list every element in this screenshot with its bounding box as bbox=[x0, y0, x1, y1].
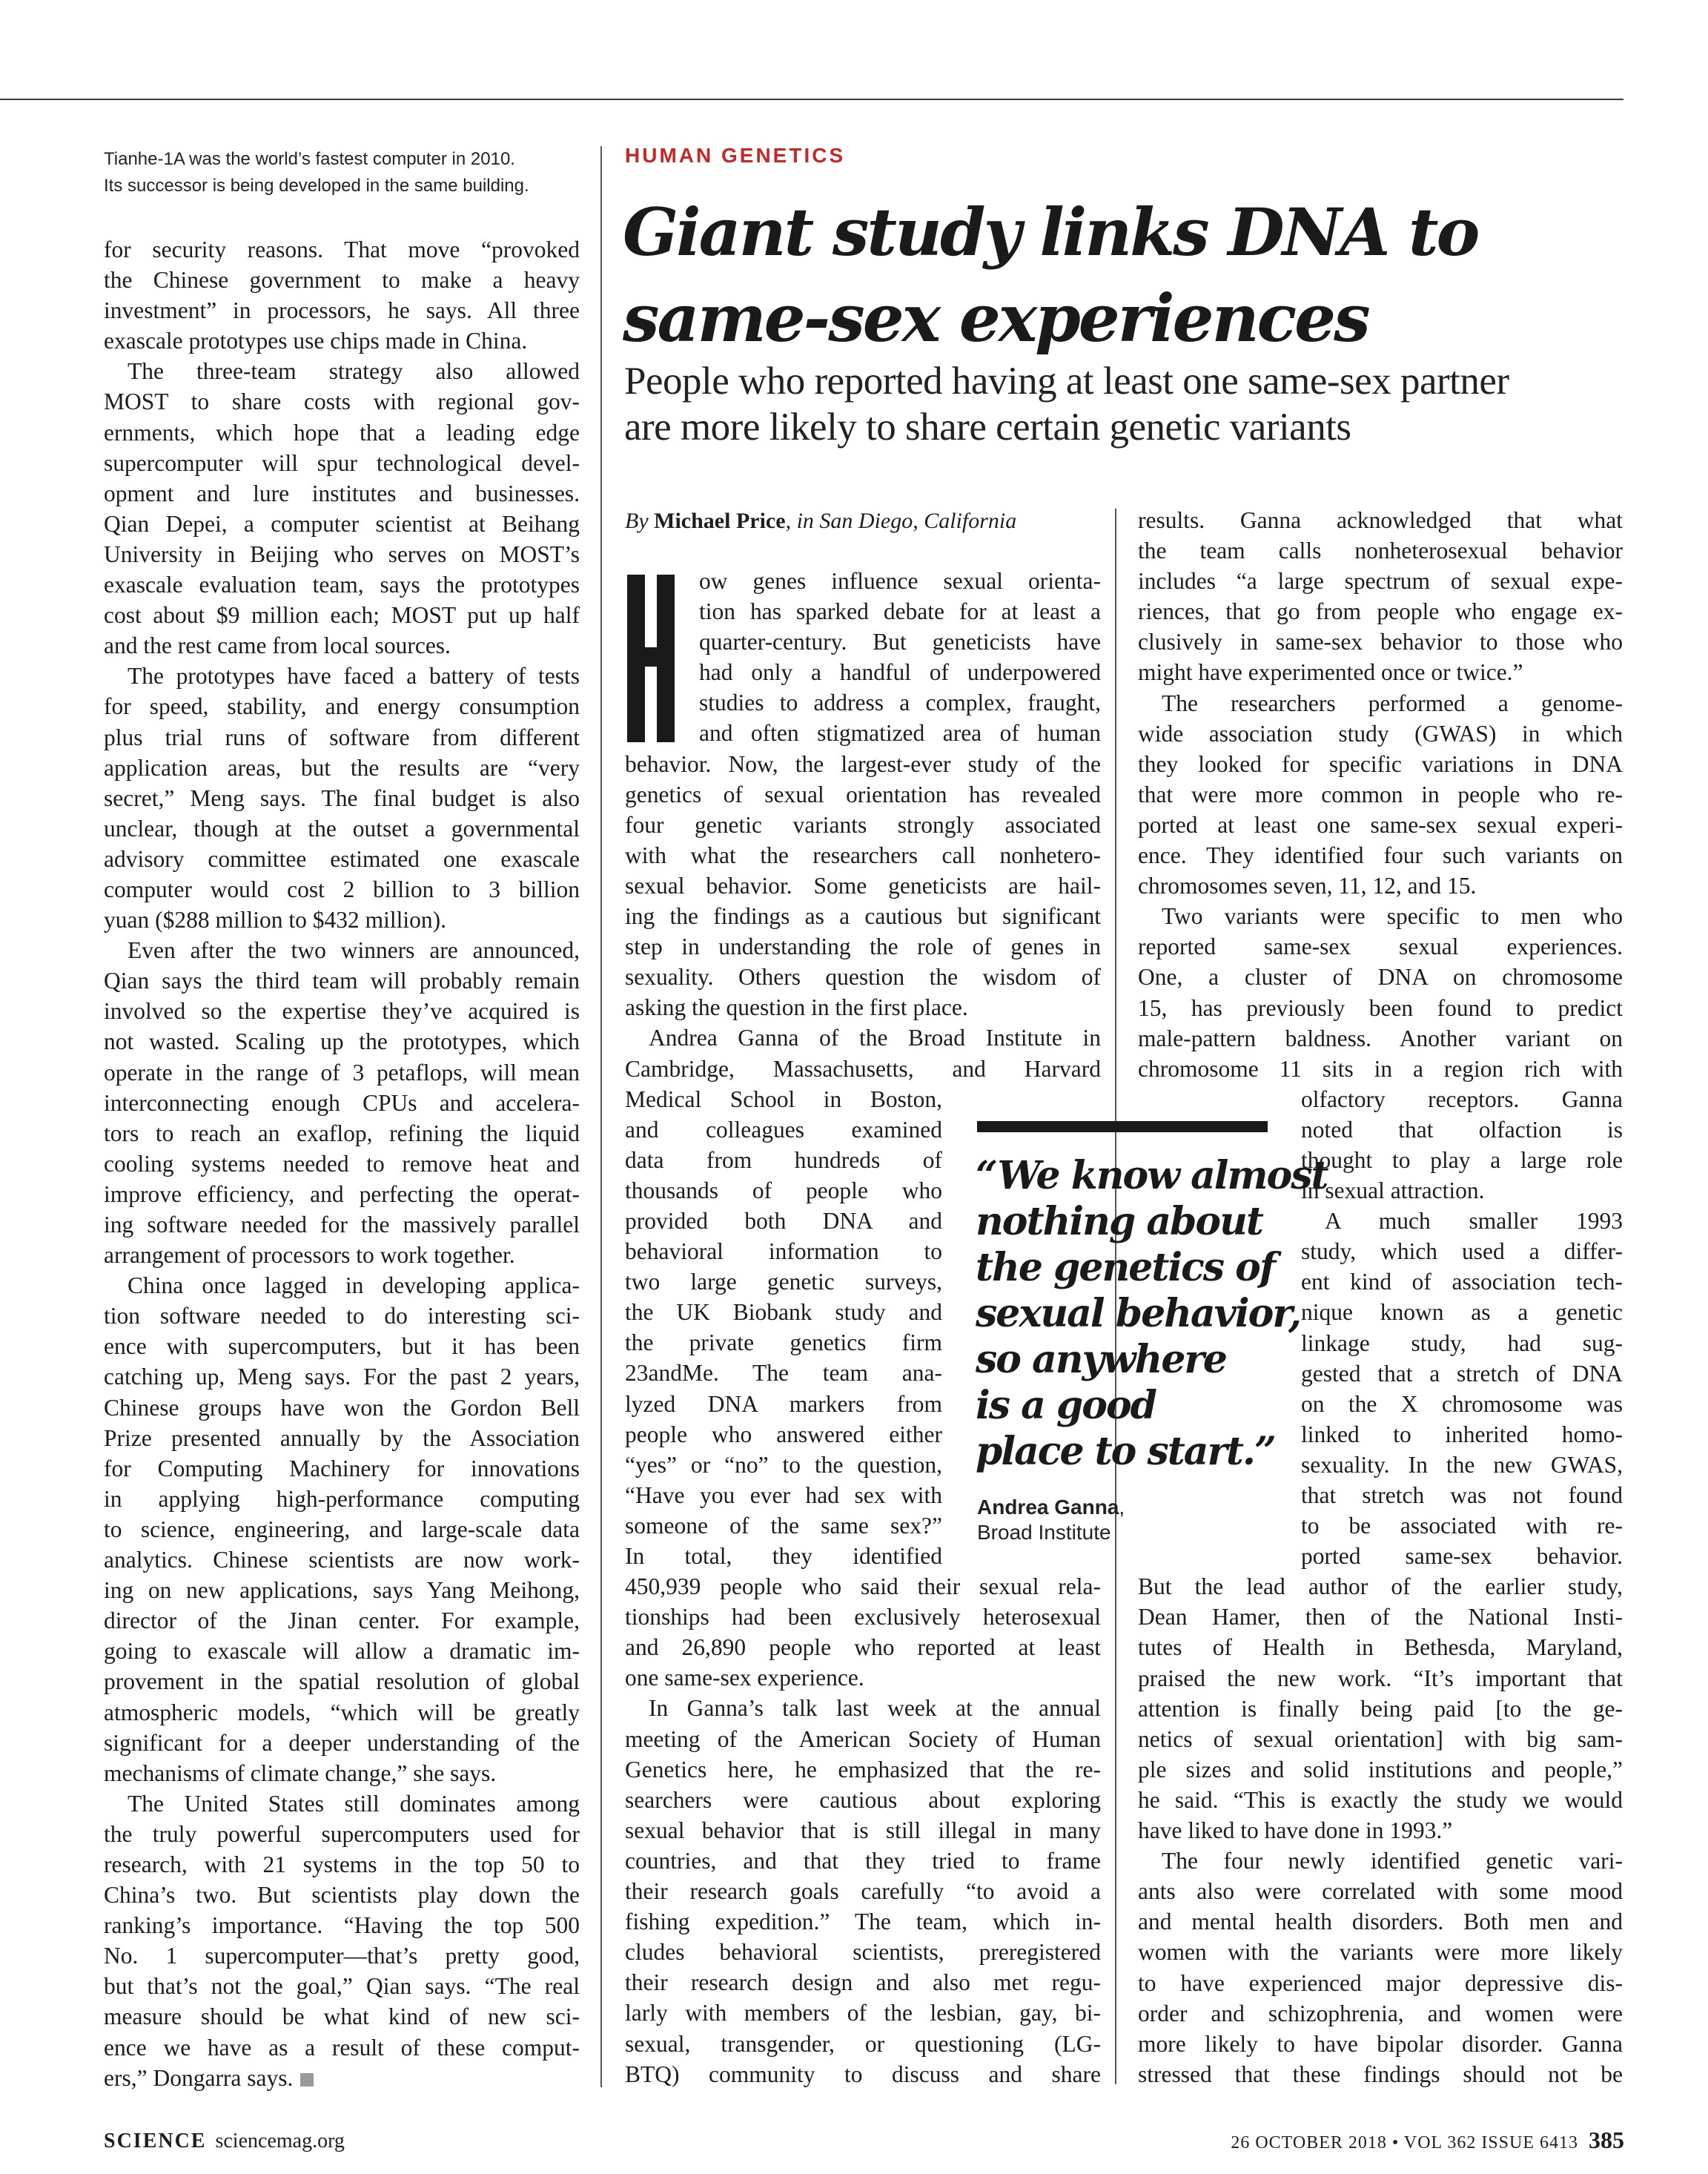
text-line: ers,” Dongarra says. bbox=[104, 2063, 580, 2093]
text-line: the Chinese government to make a heavy bbox=[104, 267, 580, 294]
text-line: they looked for specific variations in DNA bbox=[1138, 750, 1623, 777]
text-line: ants also were correlated with some mood bbox=[1138, 1878, 1623, 1905]
text-line: linkage study, had sug- bbox=[1301, 1329, 1623, 1356]
caption-line: Tianhe-1A was the world’s fastest computer in 2010. bbox=[104, 149, 515, 169]
text-line: Genetics here, he emphasized that the re- bbox=[625, 1756, 1101, 1783]
end-mark bbox=[300, 2073, 314, 2087]
text-line: MOST to share costs with regional gov- bbox=[104, 389, 580, 415]
text-line: with what the researchers call nonhetero- bbox=[625, 842, 1101, 868]
text-line: that were more common in people who re- bbox=[1138, 781, 1623, 807]
text-line: Qian says the third team will probably remain bbox=[104, 968, 580, 994]
text-line: operate in the range of 3 petaflops, will mean bbox=[104, 1059, 580, 1086]
text-line: cooling systems needed to remove heat and bbox=[104, 1150, 580, 1177]
text-line: behavior. Now, the largest-ever study of the bbox=[625, 750, 1101, 777]
text-line: involved so the expertise they’ve acquired is bbox=[104, 998, 580, 1025]
text-line: and mental health disorders. Both men and bbox=[1138, 1909, 1623, 1935]
text-line: Dean Hamer, then of the National Insti- bbox=[1138, 1604, 1623, 1630]
text-line: The four newly identified genetic vari- bbox=[1162, 1848, 1623, 1874]
text-line: The United States still dominates among bbox=[128, 1790, 580, 1817]
text-line: fishing expedition.” The team, which in- bbox=[625, 1909, 1101, 1935]
text-line: searchers were cautious about exploring bbox=[625, 1786, 1101, 1813]
text-line: to have experienced major depressive dis- bbox=[1138, 1969, 1623, 1996]
pull-quote-line: sexual behavior, bbox=[976, 1291, 1301, 1336]
text-line: includes “a large spectrum of sexual expe- bbox=[1138, 568, 1623, 595]
text-line: people who answered either bbox=[625, 1421, 942, 1447]
text-line: In Ganna’s talk last week at the annual bbox=[649, 1695, 1101, 1722]
text-line: and often stigmatized area of human bbox=[699, 720, 1101, 747]
text-line: gested that a stretch of DNA bbox=[1301, 1360, 1623, 1387]
text-line: plus trial runs of software from different bbox=[104, 724, 580, 750]
caption-line: Its successor is being developed in the same building. bbox=[104, 176, 529, 196]
text-line: ing software needed for the massively parallel bbox=[104, 1212, 580, 1238]
text-line: sexuality. In the new GWAS, bbox=[1301, 1451, 1623, 1478]
pull-quote-line: so anywhere bbox=[976, 1337, 1226, 1382]
text-line: reported same-sex sexual experiences. bbox=[1138, 934, 1623, 960]
text-line: nique known as a genetic bbox=[1301, 1299, 1623, 1326]
section-kicker: HUMAN GENETICS bbox=[625, 144, 846, 167]
text-line: BTQ) community to discuss and share bbox=[625, 2061, 1101, 2087]
text-line: in sexual attraction. bbox=[1301, 1177, 1485, 1204]
text-line: The three-team strategy also allowed bbox=[128, 358, 580, 385]
article-headline bbox=[623, 189, 1477, 361]
text-line: study, which used a differ- bbox=[1301, 1238, 1623, 1265]
text-line: Even after the two winners are announced, bbox=[128, 937, 580, 964]
text-line: genetics of sexual orientation has revealed bbox=[625, 781, 1101, 807]
text-line: Chinese groups have won the Gordon Bell bbox=[104, 1394, 580, 1421]
text-line: olfactory receptors. Ganna bbox=[1301, 1086, 1623, 1112]
text-line: the private genetics firm bbox=[625, 1329, 942, 1356]
byline-author: Michael Price bbox=[654, 509, 786, 533]
text-line: stressed that these findings should not be bbox=[1138, 2061, 1623, 2087]
text-line: One, a cluster of DNA on chromosome bbox=[1138, 964, 1623, 991]
text-line: studies to address a complex, fraught, bbox=[699, 690, 1101, 716]
text-line: for speed, stability, and energy consumption bbox=[104, 693, 580, 720]
text-line: investment” in processors, he says. All three bbox=[104, 297, 580, 324]
text-line: chromosomes seven, 11, 12, and 15. bbox=[1138, 873, 1477, 899]
footer-site: sciencemag.org bbox=[215, 2130, 345, 2152]
text-line: women with the variants were more likely bbox=[1138, 1939, 1623, 1966]
text-line: for security reasons. That move “provoked bbox=[104, 237, 580, 262]
text-line: data from hundreds of bbox=[625, 1146, 942, 1173]
text-line: application areas, but the results are “very bbox=[104, 754, 580, 781]
text-line: tutes of Health in Bethesda, Maryland, bbox=[1138, 1634, 1623, 1661]
text-line: research, with 21 systems in the top 50 to bbox=[104, 1851, 580, 1877]
text-line: and 26,890 people who reported at least bbox=[625, 1634, 1101, 1661]
text-line: that stretch was not found bbox=[1301, 1482, 1623, 1508]
text-line: ing the findings as a cautious but significant bbox=[625, 903, 1101, 930]
text-line: computer would cost 2 billion to 3 billion bbox=[104, 876, 580, 902]
text-line: A much smaller 1993 bbox=[1325, 1208, 1623, 1235]
footer-journal-name: SCIENCE bbox=[104, 2130, 207, 2152]
text-line: quarter-century. But geneticists have bbox=[699, 629, 1101, 655]
text-line: ranking’s importance. “Having the top 500 bbox=[104, 1912, 580, 1939]
text-line: But the lead author of the earlier study, bbox=[1138, 1573, 1623, 1600]
text-line: ence we have as a result of these comput- bbox=[104, 2034, 580, 2061]
text-line: results. Ganna acknowledged that what bbox=[1138, 507, 1623, 533]
text-line: significant for a deeper understanding of the bbox=[104, 1729, 580, 1756]
text-line: chromosome 11 sits in a region rich with bbox=[1138, 1055, 1623, 1082]
text-line: cost about $9 million each; MOST put up half bbox=[104, 602, 580, 629]
pull-quote-affiliation: Broad Institute bbox=[977, 1521, 1111, 1544]
text-line: their research design and also met regu- bbox=[625, 1969, 1101, 1996]
text-line: order and schizophrenia, and women were bbox=[1138, 2000, 1623, 2026]
text-line: ow genes influence sexual orienta- bbox=[699, 568, 1101, 594]
footer-issue-text: 26 OCTOBER 2018 • VOL 362 ISSUE 6413 bbox=[1231, 2133, 1578, 2152]
text-line: The researchers performed a genome- bbox=[1162, 690, 1623, 716]
text-line: ent kind of association tech- bbox=[1301, 1269, 1623, 1295]
text-line: the team calls nonheterosexual behavior bbox=[1138, 538, 1623, 564]
text-line: meeting of the American Society of Human bbox=[625, 1725, 1101, 1752]
text-line: exascale evaluation team, says the prototypes bbox=[104, 572, 580, 598]
text-line: China once lagged in developing applica- bbox=[128, 1272, 580, 1299]
text-line: have liked to have done in 1993.” bbox=[1138, 1817, 1453, 1844]
text-line: thought to play a large role bbox=[1301, 1146, 1623, 1173]
byline-location: , in San Diego, California bbox=[785, 509, 1017, 533]
text-line: “Have you ever had sex with bbox=[625, 1481, 942, 1508]
text-line: on the X chromosome was bbox=[1301, 1390, 1623, 1417]
text-line: someone of the same sex?” bbox=[625, 1512, 942, 1539]
text-line: four genetic variants strongly associated bbox=[625, 811, 1101, 838]
pull-quote-name: Andrea Ganna bbox=[977, 1496, 1119, 1519]
text-line: supercomputer will spur technological devel- bbox=[104, 449, 580, 476]
top-rule bbox=[0, 99, 1623, 100]
text-line: sexuality. Others question the wisdom of bbox=[625, 964, 1101, 991]
text-line: ing on new applications, says Yang Meihong, bbox=[104, 1577, 580, 1604]
text-line: countries, and that they tried to frame bbox=[625, 1847, 1101, 1874]
pull-quote-line: the genetics of bbox=[976, 1245, 1275, 1290]
text-line: exascale prototypes use chips made in China. bbox=[104, 328, 528, 354]
text-line: provement in the spatial resolution of global bbox=[104, 1668, 580, 1695]
text-line: not wasted. Scaling up the prototypes, which bbox=[104, 1028, 580, 1055]
text-line: improve efficiency, and perfecting the operat- bbox=[104, 1180, 580, 1207]
pull-quote-line: is a good bbox=[976, 1383, 1156, 1428]
text-line: China’s two. But scientists play down the bbox=[104, 1882, 580, 1909]
text-line: analytics. Chinese scientists are now work- bbox=[104, 1547, 580, 1573]
text-line: opment and lure institutes and businesses. bbox=[104, 480, 580, 506]
page-number: 385 bbox=[1589, 2127, 1624, 2153]
footer-issue bbox=[1162, 2127, 1624, 2154]
photo-caption bbox=[104, 146, 586, 199]
text-line: mechanisms of climate change,” she says. bbox=[104, 1760, 497, 1786]
text-line: 450,939 people who said their sexual rela- bbox=[625, 1573, 1101, 1600]
text-line: provided both DNA and bbox=[625, 1207, 942, 1234]
text-line: tors to reach an exaflop, refining the liquid bbox=[104, 1120, 580, 1146]
text-line: but that’s not the goal,” Qian says. “The real bbox=[104, 1973, 580, 2000]
text-line: In total, they identified bbox=[625, 1543, 942, 1569]
text-line: asking the question in the first place. bbox=[625, 994, 968, 1021]
text-line: ported same-sex behavior. bbox=[1301, 1543, 1623, 1570]
text-line: sexual behavior that is still illegal in many bbox=[625, 1817, 1101, 1843]
byline bbox=[625, 509, 1016, 534]
text-line: their research goals carefully “to avoid a bbox=[625, 1878, 1101, 1905]
headline-line: Giant study links DNA to bbox=[623, 194, 1478, 271]
text-line: No. 1 supercomputer—that’s pretty good, bbox=[104, 1943, 580, 1969]
text-line: had only a handful of underpowered bbox=[699, 659, 1101, 686]
text-line: atmospheric models, “which will be greatly bbox=[104, 1699, 580, 1725]
text-line: catching up, Meng says. For the past 2 years, bbox=[104, 1364, 580, 1390]
pull-quote-line: nothing about bbox=[976, 1199, 1262, 1244]
headline-line: same-sex experiences bbox=[623, 280, 1368, 357]
text-line: The prototypes have faced a battery of tests bbox=[128, 663, 580, 690]
text-line: for Computing Machinery for innovations bbox=[104, 1455, 580, 1481]
text-line: and the rest came from local sources. bbox=[104, 632, 451, 659]
text-line: sexual behavior. Some geneticists are hail- bbox=[625, 872, 1101, 899]
text-line: attention is finally being paid [to the ge- bbox=[1138, 1695, 1623, 1722]
text-line: Cambridge, Massachusetts, and Harvard bbox=[625, 1055, 1101, 1082]
text-line: more likely to have bipolar disorder. Ganna bbox=[1138, 2030, 1623, 2057]
text-line: lyzed DNA markers from bbox=[625, 1390, 942, 1417]
text-line: Andrea Ganna of the Broad Institute in bbox=[649, 1025, 1101, 1051]
text-line: male-pattern baldness. Another variant on bbox=[1138, 1025, 1623, 1051]
text-line: ple sizes and solid institutions and people,” bbox=[1138, 1756, 1623, 1783]
footer-journal bbox=[104, 2130, 345, 2153]
text-line: one same-sex experience. bbox=[625, 1665, 864, 1691]
text-line: going to exascale will allow a dramatic im- bbox=[104, 1638, 580, 1665]
text-line: two large genetic surveys, bbox=[625, 1269, 942, 1295]
text-line: cludes behavioral scientists, preregistered bbox=[625, 1939, 1101, 1966]
text-line: behavioral information to bbox=[625, 1238, 942, 1265]
text-line: director of the Jinan center. For example, bbox=[104, 1608, 580, 1634]
text-line: the UK Biobank study and bbox=[625, 1299, 942, 1326]
text-line: to science, engineering, and large-scale data bbox=[104, 1516, 580, 1542]
text-line: measure should be what kind of new sci- bbox=[104, 2003, 580, 2030]
text-line: Two variants were specific to men who bbox=[1162, 903, 1623, 930]
text-line: “yes” or “no” to the question, bbox=[625, 1451, 942, 1478]
text-line: 15, has previously been found to predict bbox=[1138, 994, 1623, 1021]
text-line: Qian Depei, a computer scientist at Beihang bbox=[104, 510, 580, 537]
text-line: noted that olfaction is bbox=[1301, 1116, 1623, 1143]
text-line: ernments, which hope that a leading edge bbox=[104, 419, 580, 446]
text-line: Prize presented annually by the Association bbox=[104, 1424, 580, 1451]
text-line: clusively in same-sex behavior to those who bbox=[1138, 629, 1623, 655]
middle-column-text bbox=[625, 566, 1101, 2089]
text-line: tion has sparked debate for at least a bbox=[699, 598, 1101, 625]
text-line: riences, that go from people who engage ex- bbox=[1138, 598, 1623, 625]
text-line: 23andMe. The team ana- bbox=[625, 1360, 942, 1387]
text-line: tionships had been exclusively heterosexual bbox=[625, 1604, 1101, 1630]
text-line: interconnecting enough CPUs and accelera- bbox=[104, 1089, 580, 1116]
text-line: unclear, though at the outset a governmental bbox=[104, 815, 580, 842]
pull-quote-line: “We know almost bbox=[976, 1153, 1328, 1198]
text-line: yuan ($288 million to $432 million). bbox=[104, 907, 446, 934]
text-line: sexual, transgender, or questioning (LG- bbox=[625, 2030, 1101, 2057]
text-line: to be associated with re- bbox=[1301, 1513, 1623, 1539]
left-column-text bbox=[104, 234, 580, 2093]
text-line: the truly powerful supercomputers used for bbox=[104, 1820, 580, 1847]
article-dek bbox=[624, 358, 1509, 450]
text-line: ence with supercomputers, but it has been bbox=[104, 1333, 580, 1360]
dek-line: are more likely to share certain genetic variants bbox=[624, 406, 1351, 449]
pull-quote-line: place to start.” bbox=[976, 1429, 1275, 1474]
text-line: ence. They identified four such variants on bbox=[1138, 842, 1623, 869]
right-column-text bbox=[1138, 505, 1623, 2089]
text-line: he said. “This is exactly the study we would bbox=[1138, 1786, 1623, 1813]
text-line: praised the new work. “It’s important that bbox=[1138, 1665, 1623, 1691]
text-line: arrangement of processors to work together. bbox=[104, 1242, 515, 1269]
text-line: advisory committee estimated one exascale bbox=[104, 845, 580, 872]
text-line: tion software needed to do interesting sci- bbox=[104, 1303, 580, 1329]
text-line: Medical School in Boston, bbox=[625, 1086, 942, 1112]
text-line: linked to inherited homo- bbox=[1301, 1421, 1623, 1447]
text-line: might have experimented once or twice.” bbox=[1138, 659, 1523, 686]
column-divider bbox=[600, 146, 602, 2087]
pull-quote-sep: , bbox=[1119, 1496, 1125, 1519]
text-line: thousands of people who bbox=[625, 1177, 942, 1203]
text-line: University in Beijing who serves on MOST’s bbox=[104, 541, 580, 567]
text-line: wide association study (GWAS) in which bbox=[1138, 720, 1623, 747]
byline-prefix: By bbox=[625, 509, 649, 533]
text-line: secret,” Meng says. The final budget is also bbox=[104, 784, 580, 811]
dek-line: People who reported having at least one same-sex partner bbox=[624, 360, 1509, 403]
text-line: ported at least one same-sex sexual experi- bbox=[1138, 811, 1623, 838]
text-line: step in understanding the role of genes in bbox=[625, 934, 1101, 960]
text-line: larly with members of the lesbian, gay, bi- bbox=[625, 2000, 1101, 2026]
text-line: and colleagues examined bbox=[625, 1116, 942, 1143]
text-line: in applying high-performance computing bbox=[104, 1485, 580, 1512]
text-line: netics of sexual orientation] with big sam- bbox=[1138, 1725, 1623, 1752]
